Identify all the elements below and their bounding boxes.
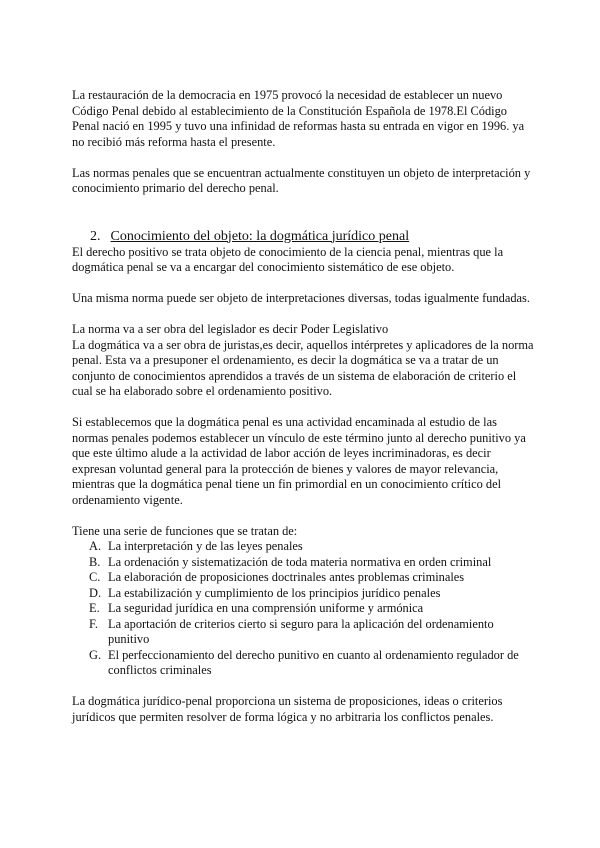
list-item: [72, 586, 534, 602]
list-item-text: La interpretación y de las leyes penales: [108, 539, 303, 553]
list-item: [72, 648, 534, 679]
list-marker: F.: [89, 616, 98, 631]
paragraph-funciones-intro: Tiene una serie de funciones que se tratan de:: [72, 523, 298, 538]
paragraph-normas-penales: Las normas penales que se encuentran actualmente constituyen un objeto de interpretación y conocimiento primario del derecho penal.: [72, 165, 531, 195]
list-item-text: La seguridad jurídica en una comprensión uniforme y armónica: [108, 601, 424, 615]
paragraph-derecho-positivo: El derecho positivo se trata objeto de conocimiento de la ciencia penal, mientras que la dogmática penal se va a encargar del conocimiento sistemático de ese objeto.: [72, 244, 504, 274]
list-item: [72, 617, 534, 648]
paragraph-dogmatica-juristas: La dogmática va a ser obra de juristas,es decir, aquellos intérpretes y aplicadores de la norma penal. Esta va a presuponer el ordenamiento, es decir la dogmática se va a tratar de un conjunto de conocimientos aprendidos a través de un sistema de elaboración de criterio el cual se ha elaborado sobre el ordenamiento positivo.: [72, 337, 534, 398]
paragraph-restauracion: La restauración de la democracia en 1975 provocó la necesidad de establecer un nuevo Código Penal debido al establecimiento de la Constitución Española de 1978.El Código Penal nació en 1995 y tuvo una infinidad de reformas hasta su entrada en vigor en 1996. ya no recibió más reforma hasta el presente.: [72, 88, 525, 149]
list-marker: B.: [89, 554, 101, 569]
section-heading: [90, 228, 534, 245]
section-title: Conocimiento del objeto: la dogmática jurídico penal: [110, 228, 410, 244]
paragraph-misma-norma: Una misma norma puede ser objeto de interpretaciones diversas, todas igualmente fundadas.: [72, 291, 530, 305]
list-item-text: El perfeccionamiento del derecho punitivo en cuanto al ordenamiento regulador de conflictos criminales: [108, 647, 519, 677]
list-marker: D.: [89, 585, 102, 600]
list-marker: G.: [89, 647, 102, 662]
paragraph-norma-legislador: La norma va a ser obra del legislador es decir Poder Legislativo: [72, 322, 389, 336]
list-marker: A.: [89, 539, 102, 553]
list-marker: C.: [89, 570, 101, 584]
list-item: [72, 539, 534, 555]
list-item-text: La estabilización y cumplimiento de los principios jurídico penales: [108, 585, 441, 600]
list-item: [72, 570, 534, 586]
list-item: [72, 601, 534, 617]
section-number: 2.: [90, 228, 101, 244]
list-marker: E.: [89, 601, 100, 615]
paragraph-dogmatica-juridico-penal: La dogmática jurídico-penal proporciona un sistema de proposiciones, ideas o criterios jurídicos que permiten resolver de forma lógica y no arbitraria los conflictos penales.: [72, 694, 503, 724]
list-item-text: La aportación de criterios cierto si seguro para la aplicación del ordenamiento punitivo: [108, 616, 494, 646]
document-body: [72, 88, 534, 725]
paragraph-dogmatica-penal: Si establecemos que la dogmática penal es una actividad encaminada al estudio de las normas penales podemos establecer un vínculo de este término junto al derecho punitivo ya que este último alude a la actividad de labor acción de leyes incriminadoras, es decir expresan voluntad general para la protección de bienes y valores de mayor relevancia, mientras que la dogmática penal tiene un fin primordial en un conocimiento crítico del ordenamiento vigente.: [72, 415, 526, 507]
functions-list: [72, 539, 534, 679]
list-item-text: La ordenación y sistematización de toda materia normativa en orden criminal: [108, 554, 492, 569]
list-item: [72, 555, 534, 571]
list-item-text: La elaboración de proposiciones doctrinales antes problemas criminales: [108, 570, 465, 584]
